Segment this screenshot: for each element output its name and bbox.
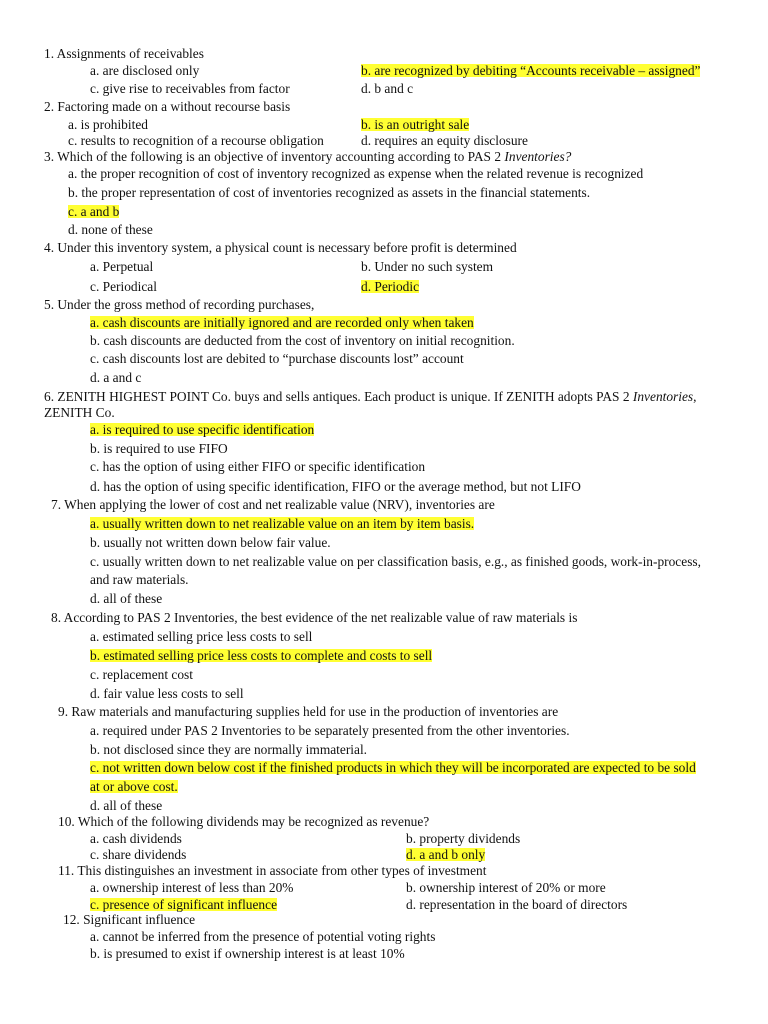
q6-stem-comma: , bbox=[693, 389, 697, 404]
q3-option-d: d. none of these bbox=[68, 222, 153, 237]
q6-stem-text: 6. ZENITH HIGHEST POINT Co. buys and sells antiques. Each product is unique. If ZENITH adopts PAS 2 bbox=[44, 389, 630, 404]
q2-option-b: b. is an outright sale bbox=[361, 117, 470, 132]
q5-stem: 5. Under the gross method of recording purchases, bbox=[44, 297, 315, 312]
q3-stem-text: 3. Which of the following is an objective of inventory accounting according to PAS 2 bbox=[44, 149, 502, 164]
q10-option-c: c. share dividends bbox=[90, 847, 187, 862]
q6-option-b: b. is required to use FIFO bbox=[90, 441, 228, 456]
q5-option-b: b. cash discounts are deducted from the cost of inventory on initial recognition. bbox=[90, 333, 515, 348]
q5-option-a: a. cash discounts are initially ignored and are recorded only when taken bbox=[90, 315, 474, 330]
q8-option-d: d. fair value less costs to sell bbox=[90, 686, 244, 701]
q1-option-d: d. b and c bbox=[361, 81, 414, 96]
q4-option-d: d. Periodic bbox=[361, 279, 420, 294]
q7-option-b: b. usually not written down below fair value. bbox=[90, 535, 331, 550]
q7-option-c-line2: and raw materials. bbox=[90, 572, 189, 587]
q1-option-a: a. are disclosed only bbox=[90, 63, 200, 78]
q11-option-a: a. ownership interest of less than 20% bbox=[90, 880, 294, 895]
q8-option-c: c. replacement cost bbox=[90, 667, 193, 682]
q2-option-c: c. results to recognition of a recourse obligation bbox=[68, 133, 324, 148]
q9-option-b: b. not disclosed since they are normally immaterial. bbox=[90, 742, 368, 757]
q4-option-a: a. Perpetual bbox=[90, 259, 154, 274]
q5-option-d: d. a and c bbox=[90, 370, 142, 385]
q4-option-b: b. Under no such system bbox=[361, 259, 494, 274]
q10-option-a: a. cash dividends bbox=[90, 831, 182, 846]
q2-option-a: a. is prohibited bbox=[68, 117, 148, 132]
q7-stem: 7. When applying the lower of cost and net realizable value (NRV), inventories are bbox=[51, 497, 495, 512]
q12-stem: 12. Significant influence bbox=[63, 912, 196, 927]
q11-stem: 11. This distinguishes an investment in associate from other types of investment bbox=[58, 863, 487, 878]
q5-option-c: c. cash discounts lost are debited to “purchase discounts lost” account bbox=[90, 351, 464, 366]
q11-option-b: b. ownership interest of 20% or more bbox=[406, 880, 606, 895]
q8-option-a: a. estimated selling price less costs to sell bbox=[90, 629, 313, 644]
q8-stem: 8. According to PAS 2 Inventories, the best evidence of the net realizable value of raw materials is bbox=[51, 610, 578, 625]
q2-stem: 2. Factoring made on a without recourse basis bbox=[44, 99, 291, 114]
q1-stem: 1. Assignments of receivables bbox=[44, 46, 204, 61]
q9-stem: 9. Raw materials and manufacturing supplies held for use in the production of inventories are bbox=[58, 704, 559, 719]
q12-option-b: b. is presumed to exist if ownership interest is at least 10% bbox=[90, 946, 405, 961]
q10-stem: 10. Which of the following dividends may be recognized as revenue? bbox=[58, 814, 430, 829]
q9-option-a: a. required under PAS 2 Inventories to be separately presented from the other inventories. bbox=[90, 723, 570, 738]
q3-option-c: c. a and b bbox=[68, 204, 120, 219]
q11-option-c: c. presence of significant influence bbox=[90, 897, 278, 912]
q6-option-c: c. has the option of using either FIFO or specific identification bbox=[90, 459, 426, 474]
q7-option-d: d. all of these bbox=[90, 591, 163, 606]
q3-stem-italic: Inventories? bbox=[504, 149, 572, 164]
q3-stem bbox=[44, 150, 571, 163]
q1-option-b: b. are recognized by debiting “Accounts receivable – assigned” bbox=[361, 63, 701, 78]
q4-option-c: c. Periodical bbox=[90, 279, 157, 294]
q2-option-d: d. requires an equity disclosure bbox=[361, 133, 528, 148]
q12-option-a: a. cannot be inferred from the presence of potential voting rights bbox=[90, 929, 436, 944]
q3-option-a: a. the proper recognition of cost of inventory recognized as expense when the related revenue is recognized bbox=[68, 166, 644, 181]
q6-stem bbox=[44, 390, 697, 403]
q1-option-c: c. give rise to receivables from factor bbox=[90, 81, 290, 96]
q8-option-b: b. estimated selling price less costs to complete and costs to sell bbox=[90, 648, 433, 663]
q6-stem-italic: Inventories bbox=[632, 389, 694, 404]
q10-option-d: d. a and b only bbox=[406, 847, 486, 862]
q4-stem: 4. Under this inventory system, a physical count is necessary before profit is determined bbox=[44, 240, 517, 255]
q7-option-c: c. usually written down to net realizable value on per classification basis, e.g., as finished goods, work-in-process, bbox=[90, 554, 701, 569]
q9-option-c-line2: at or above cost. bbox=[90, 779, 178, 794]
q9-option-c: c. not written down below cost if the finished products in which they will be incorporated are expected to be sold bbox=[90, 760, 696, 775]
q3-option-b: b. the proper representation of cost of inventories recognized as assets in the financial statements. bbox=[68, 185, 591, 200]
q11-option-d: d. representation in the board of directors bbox=[406, 897, 628, 912]
q9-option-d: d. all of these bbox=[90, 798, 163, 813]
q7-option-a: a. usually written down to net realizable value on an item by item basis. bbox=[90, 516, 475, 531]
q6-stem-line2: ZENITH Co. bbox=[44, 405, 115, 420]
q10-option-b: b. property dividends bbox=[406, 831, 521, 846]
q6-option-d: d. has the option of using specific identification, FIFO or the average method, but not LIFO bbox=[90, 479, 581, 494]
q6-option-a: a. is required to use specific identification bbox=[90, 422, 315, 437]
